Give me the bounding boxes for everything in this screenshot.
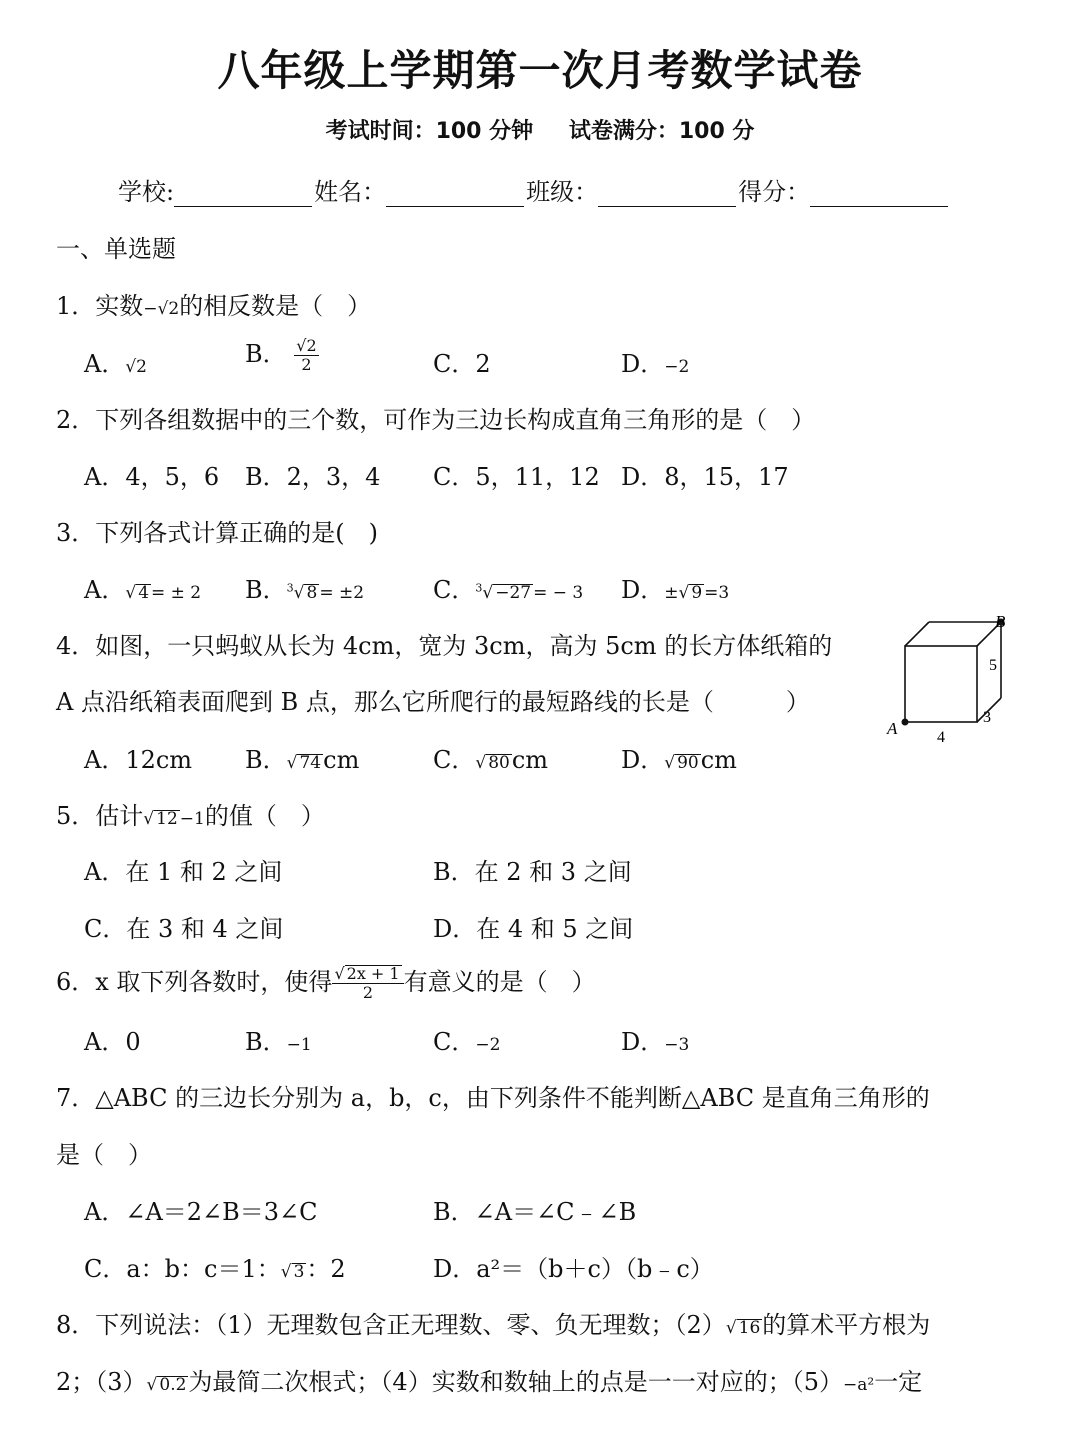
label-length: 4 bbox=[937, 729, 945, 746]
score-blank[interactable] bbox=[810, 180, 948, 207]
name-blank[interactable] bbox=[386, 180, 524, 207]
question-3-stem: 3．下列各式计算正确的是( ) bbox=[56, 519, 378, 547]
q4-option-a[interactable]: A．12cm bbox=[84, 746, 193, 774]
question-1-stem bbox=[56, 286, 371, 321]
exam-full-score: 试卷满分：100 分 bbox=[568, 119, 755, 144]
label-height: 5 bbox=[989, 657, 997, 674]
q7-option-d[interactable]: D．a²＝（b＋c）（b﹣c） bbox=[433, 1255, 714, 1283]
q1-option-b[interactable]: B． $\frac{√2}{2}$ bbox=[245, 336, 317, 374]
q1-math: −√2 bbox=[143, 299, 180, 319]
q1-text-a: 1．实数 bbox=[56, 292, 144, 320]
q6-option-b[interactable]: B．−1 bbox=[245, 1028, 312, 1056]
question-5-stem: 5．估计√ 12 −1的值（ ） bbox=[56, 802, 325, 830]
question-6-stem: 6．x 取下列各数时，使得 $\frac{√ 2x + 1}{2}$ 有意义的是（ ） bbox=[56, 964, 596, 1003]
q5-option-a[interactable]: A．在 1 和 2 之间 bbox=[84, 858, 283, 886]
label-b: B bbox=[995, 612, 1006, 631]
label-a: A bbox=[887, 719, 898, 738]
score-label: 得分： bbox=[738, 178, 811, 206]
q4-option-c[interactable]: C．√ 80cm bbox=[433, 746, 549, 774]
q7-option-c[interactable]: C．a：b：c＝1：√ 3：2 bbox=[84, 1255, 346, 1283]
question-8-line-1: 8．下列说法：（1）无理数包含正无理数、零、负无理数；（2）√ 16的算术平方根为 bbox=[56, 1311, 931, 1339]
school-blank[interactable] bbox=[174, 180, 312, 207]
q2-option-c[interactable]: C．5，11，12 bbox=[433, 463, 600, 491]
cuboid-figure bbox=[885, 608, 1025, 748]
point-a bbox=[902, 719, 909, 726]
q1-option-c[interactable]: C．2 bbox=[433, 350, 491, 378]
q5-option-c[interactable]: C．在 3 和 4 之间 bbox=[84, 915, 284, 943]
q5-option-d[interactable]: D．在 4 和 5 之间 bbox=[433, 915, 634, 943]
q6-option-a[interactable]: A．0 bbox=[84, 1028, 141, 1056]
q7-option-a[interactable]: A．∠A＝2∠B＝3∠C bbox=[84, 1198, 318, 1226]
exam-time: 考试时间：100 分钟 bbox=[325, 119, 534, 144]
q3-option-c[interactable]: C．$^3$√ −27 = − 3 bbox=[433, 576, 584, 604]
question-7-line-1: 7．△ABC 的三边长分别为 a，b，c，由下列条件不能判断△ABC 是直角三角形的 bbox=[56, 1084, 930, 1112]
page-title: 八年级上学期第一次月考数学试卷 bbox=[217, 46, 863, 95]
q2-option-a[interactable]: A．4，5，6 bbox=[84, 463, 220, 491]
q2-option-d[interactable]: D．8，15，17 bbox=[621, 463, 789, 491]
class-blank[interactable] bbox=[598, 180, 736, 207]
q2-option-b[interactable]: B．2，3，4 bbox=[245, 463, 381, 491]
q7-option-b[interactable]: B．∠A＝∠C﹣∠B bbox=[433, 1198, 637, 1226]
q4-option-d[interactable]: D．√ 90cm bbox=[621, 746, 737, 774]
class-label: 班级： bbox=[526, 178, 599, 206]
question-7-line-2: 是（ ） bbox=[56, 1141, 152, 1169]
name-label: 姓名： bbox=[314, 178, 387, 206]
q3-option-b[interactable]: B．$^3$√ 8 = ±2 bbox=[245, 576, 365, 604]
q6-option-d[interactable]: D．−3 bbox=[621, 1028, 690, 1056]
question-4-line-1: 4．如图，一只蚂蚁从长为 4cm，宽为 3cm，高为 5cm 的长方体纸箱的 bbox=[56, 632, 833, 660]
q6-option-c[interactable]: C．−2 bbox=[433, 1028, 501, 1056]
student-info-row bbox=[118, 172, 950, 207]
q3-option-d[interactable]: D．±√ 9 =3 bbox=[621, 576, 730, 604]
question-8-line-2: 2；（3）√ 0.2为最简二次根式；（4）实数和数轴上的点是一一对应的；（5）−a²一定 bbox=[56, 1368, 923, 1396]
q1-text-b: 的相反数是（ ） bbox=[179, 292, 372, 320]
question-2-stem: 2．下列各组数据中的三个数，可作为三边长构成直角三角形的是（ ） bbox=[56, 406, 816, 434]
q1-option-d[interactable]: D．−2 bbox=[621, 350, 690, 378]
q4-option-b[interactable]: B．√ 74cm bbox=[245, 746, 360, 774]
q1-option-a[interactable]: A．√2 bbox=[84, 350, 147, 378]
q3-option-a[interactable]: A．√ 4 = ± 2 bbox=[84, 576, 202, 604]
school-label: 学校: bbox=[118, 178, 175, 206]
question-4-line-2: A 点沿纸箱表面爬到 B 点，那么它所爬行的最短路线的长是（ ） bbox=[56, 688, 810, 716]
section-heading: 一、单选题 bbox=[56, 235, 176, 263]
label-width: 3 bbox=[983, 709, 991, 726]
exam-meta bbox=[0, 114, 1080, 145]
q5-option-b[interactable]: B．在 2 和 3 之间 bbox=[433, 858, 632, 886]
